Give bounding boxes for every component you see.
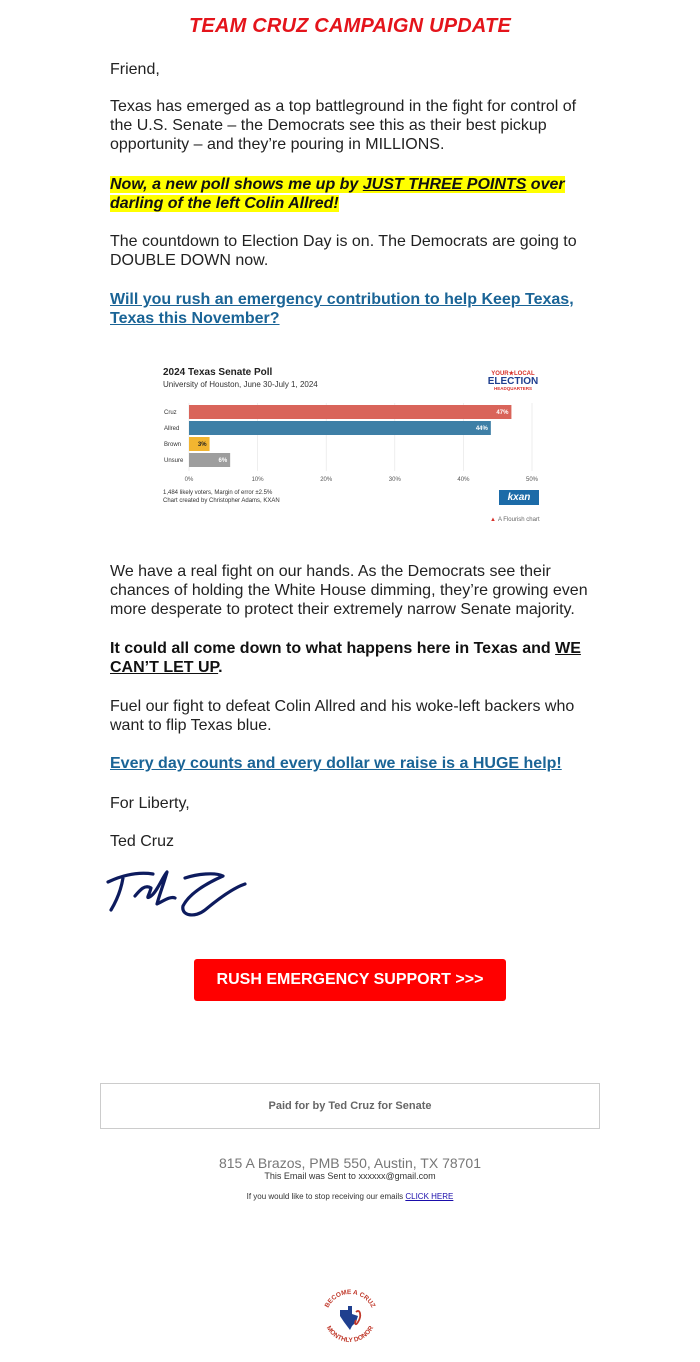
chart-title: 2024 Texas Senate Poll — [163, 367, 273, 378]
highlight-text — [110, 176, 565, 212]
bar-plot — [150, 355, 550, 490]
footer-address: 815 A Brazos, PMB 550, Austin, TX 78701 — [218, 1155, 482, 1171]
logo-mid-text: ELECTION — [488, 376, 538, 387]
highlight-post: over darling of the left Colin Allred! — [110, 176, 565, 212]
x-tick-label: 20% — [320, 477, 333, 483]
unsubscribe-line — [0, 1192, 700, 1201]
chart-note-sample: 1,484 likely voters, Margin of error ±2.5% — [163, 490, 273, 496]
chart-note-credit: Chart created by Christopher Adams, KXAN — [163, 498, 280, 504]
p4-post: . — [218, 659, 223, 676]
highlight-underline: JUST THREE POINTS — [362, 176, 527, 193]
value-label: 44% — [475, 426, 488, 432]
highlight-pre: Now, a new poll shows me up by — [110, 176, 363, 193]
paragraph-2: The countdown to Election Day is on. The Democrats are going to DOUBLE DOWN now. — [110, 233, 577, 269]
highlight-paragraph — [110, 175, 595, 213]
contribution-link[interactable]: Will you rush an emergency contribution to help Keep Texas, Texas this November? — [110, 291, 574, 327]
x-tick-label: 0% — [184, 477, 194, 483]
paragraph-4 — [110, 639, 595, 677]
flourish-icon: ▲ — [490, 517, 496, 523]
badge-top-text: BECOME A CRUZ — [323, 1288, 377, 1310]
value-label: 6% — [218, 458, 228, 464]
chart-subtitle: University of Houston, June 30-July 1, 2024 — [163, 380, 318, 389]
x-tick-label: 50% — [525, 477, 539, 483]
unsubscribe-link[interactable]: CLICK HERE — [405, 1192, 454, 1201]
category-label: Brown — [164, 442, 182, 448]
flourish-label: A Flourish chart — [497, 517, 540, 523]
value-label: 47% — [496, 410, 509, 416]
flourish-credit[interactable] — [490, 517, 540, 523]
email-headline: TEAM CRUZ CAMPAIGN UPDATE — [188, 15, 512, 37]
kxan-logo: kxan — [499, 490, 539, 505]
p4-underline: WE CAN’T LET UP — [110, 640, 581, 676]
closing: For Liberty, — [110, 795, 190, 812]
x-tick-label: 40% — [457, 477, 470, 483]
paragraph-1: Texas has emerged as a top battleground in the fight for control of the U.S. Senate – the Democrats see this as their best pickup opportunity – and they’re pouring in MILLIONS. — [110, 98, 577, 153]
rush-support-button[interactable]: RUSH EMERGENCY SUPPORT >>> — [194, 959, 506, 1001]
paragraph-3: We have a real fight on our hands. As the Democrats see their chances of holding the White House dimming, they’re growing even more desperate to protect their extremely narrow Senate majority. — [110, 563, 588, 618]
poll-chart — [150, 355, 550, 535]
badge-bottom-text: MONTHLY DONOR — [324, 1324, 376, 1345]
value-label: 3% — [197, 442, 207, 448]
paid-for-box: Paid for by Ted Cruz for Senate — [100, 1083, 600, 1129]
logo-top-text: YOUR★LOCAL — [491, 371, 535, 377]
sent-to-text: This Email was Sent to xxxxxx@gmail.com — [264, 1171, 436, 1181]
greeting: Friend, — [110, 61, 160, 78]
bar-allred — [189, 421, 491, 435]
signature-image — [105, 866, 250, 926]
bar-cruz — [189, 405, 511, 419]
donate-link[interactable]: Every day counts and every dollar we raise is a HUGE help! — [110, 755, 562, 772]
p4-pre: It could all come down to what happens here in Texas and — [110, 640, 556, 657]
unsub-text: If you would like to stop receiving our emails — [246, 1192, 406, 1201]
signer-name: Ted Cruz — [110, 833, 175, 850]
logo-bot-text: HEADQUARTERS — [493, 386, 533, 391]
paragraph-5: Fuel our fight to defeat Colin Allred and his woke-left backers who want to flip Texas blue. — [110, 698, 575, 734]
monthly-donor-badge-icon[interactable] — [318, 1286, 382, 1346]
x-tick-label: 10% — [251, 477, 264, 483]
category-label: Allred — [164, 426, 180, 432]
x-tick-label: 30% — [388, 477, 401, 483]
category-label: Cruz — [164, 410, 177, 416]
category-label: Unsure — [164, 458, 184, 464]
